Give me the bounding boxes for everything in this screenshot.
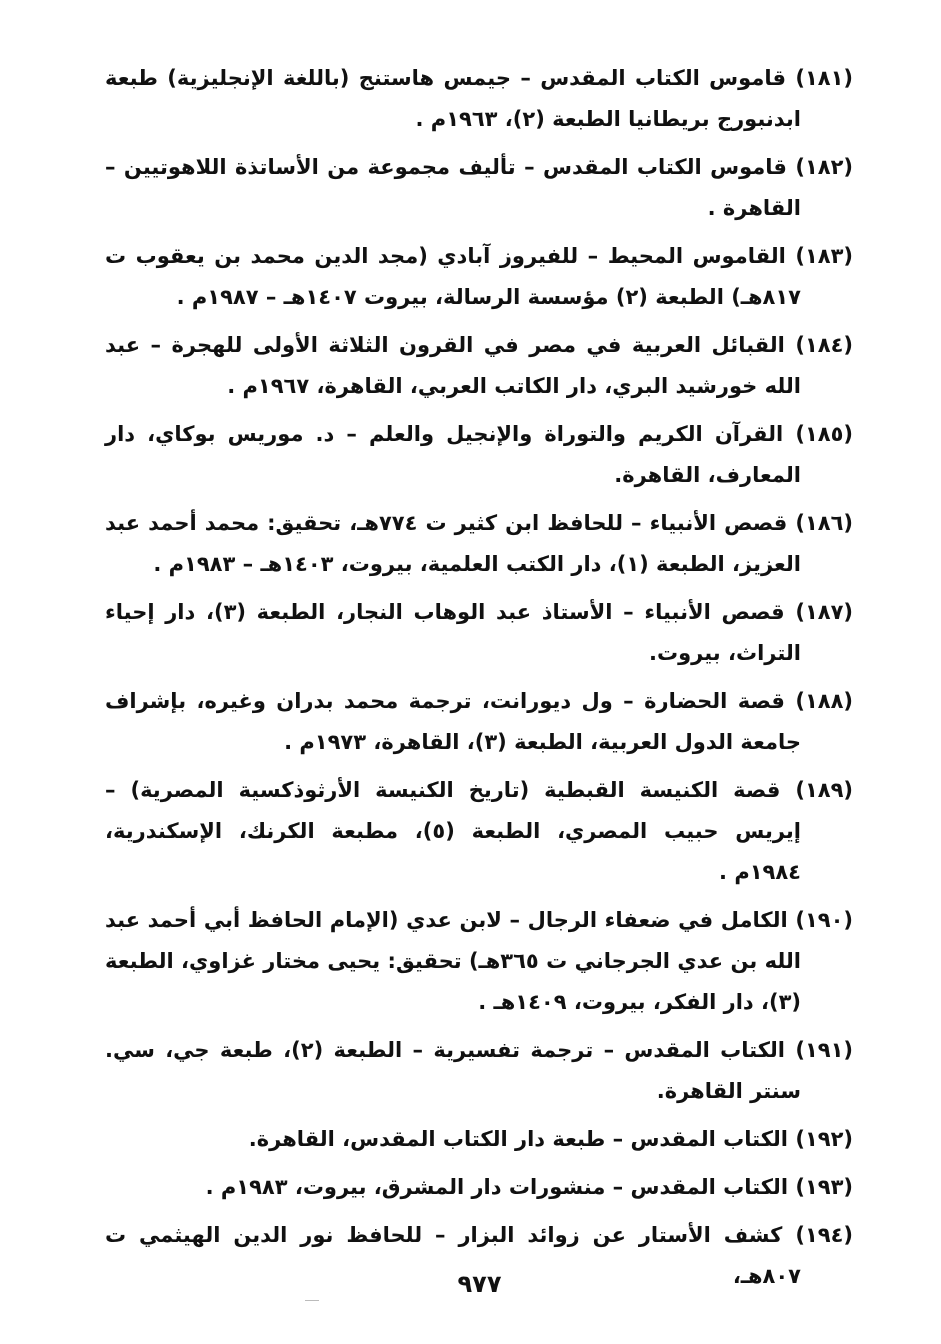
entry-number: (١٨٧) [795, 600, 853, 624]
page-number-text: ٩٧٧ [457, 1270, 502, 1298]
bibliography-entry [105, 58, 853, 140]
bibliography-entry [105, 770, 853, 893]
entry-number: (١٨٥) [795, 422, 853, 446]
bibliography-entry [105, 592, 853, 674]
entry-text: قصص الأنبياء – للحافظ ابن كثير ت ٧٧٤هـ، تحقيق: محمد أحمد عبد العزيز، الطبعة (١)، دار الكتب العلمية، بيروت، ١٤٠٣هـ – ١٩٨٣م . [105, 511, 801, 576]
bibliography-entry [105, 414, 853, 496]
entry-text: كشف الأستار عن زوائد البزار – للحافظ نور الدين الهيثمي ت ٨٠٧هـ، [105, 1223, 801, 1288]
entry-text: قصة الكنيسة القبطية (تاريخ الكنيسة الأرثوذكسية المصرية) – إيريس حبيب المصري، الطبعة (٥)، مطبعة الكرنك، الإسكندرية، ١٩٨٤م . [105, 778, 801, 884]
entry-text: قاموس الكتاب المقدس – جيمس هاستنج (باللغة الإنجليزية) طبعة ابدنبورج بريطانيا الطبعة (٢)، ١٩٦٣م . [105, 66, 801, 131]
entry-number: (١٩١) [795, 1038, 854, 1062]
entry-text: قصة الحضارة – ول ديورانت، ترجمة محمد بدران وغيره، بإشراف جامعة الدول العربية، الطبعة (٣)، القاهرة، ١٩٧٣م . [105, 689, 801, 754]
entry-number: (١٩٤) [795, 1223, 854, 1247]
entry-text: الكامل في ضعفاء الرجال – لابن عدي (الإمام الحافظ أبي أحمد عبد الله بن عدي الجرجاني ت ٣٦٥هـ) تحقيق: يحيى مختار غزاوي، الطبعة (٣)، دار الفكر، بيروت، ١٤٠٩هـ . [105, 908, 801, 1014]
bibliography-entry [105, 1030, 853, 1112]
entry-number: (١٨٣) [795, 244, 853, 268]
entry-text: قصص الأنبياء – الأستاذ عبد الوهاب النجار، الطبعة (٣)، دار إحياء التراث، بيروت. [105, 600, 801, 665]
entry-number: (١٨٢) [795, 155, 854, 179]
bibliography-list [105, 58, 853, 1304]
bibliography-entry [105, 681, 853, 763]
bibliography-entry [105, 503, 853, 585]
bibliography-entry [105, 900, 853, 1023]
entry-text: القبائل العربية في مصر في القرون الثلاثة الأولى للهجرة – عبد الله خورشيد البري، دار الكاتب العربي، القاهرة، ١٩٦٧م . [105, 333, 801, 398]
bibliography-entry [105, 1119, 853, 1160]
bibliography-entry [105, 236, 853, 318]
entry-number: (١٨١) [795, 66, 853, 90]
entry-number: (١٨٨) [795, 689, 854, 713]
bibliography-entry [105, 325, 853, 407]
entry-text: قاموس الكتاب المقدس – تأليف مجموعة من الأساتذة اللاهوتيين – القاهرة . [105, 155, 801, 220]
entry-text: الكتاب المقدس – منشورات دار المشرق، بيروت، ١٩٨٣م . [205, 1175, 789, 1199]
entry-number: (١٩٠) [795, 908, 854, 932]
entry-number: (١٩٣) [795, 1175, 853, 1199]
bibliography-entry [105, 147, 853, 229]
entry-number: (١٩٢) [795, 1127, 853, 1151]
bibliography-entry [105, 1167, 853, 1208]
entry-number: (١٨٤) [795, 333, 853, 357]
scan-artifact-line [305, 1300, 319, 1301]
entry-text: القرآن الكريم والتوراة والإنجيل والعلم – د. موريس بوكاي، دار المعارف، القاهرة. [105, 422, 801, 487]
entry-text: الكتاب المقدس – طبعة دار الكتاب المقدس، القاهرة. [248, 1127, 789, 1151]
entry-number: (١٨٩) [795, 778, 853, 802]
entry-text: القاموس المحيط – للفيروز آبادي (مجد الدين محمد بن يعقوب ت ٨١٧هـ) الطبعة (٢) مؤسسة الرسالة، بيروت ١٤٠٧هـ – ١٩٨٧م . [105, 244, 801, 309]
entry-text: الكتاب المقدس – ترجمة تفسيرية – الطبعة (٢)، طبعة جي، سي. سنتر القاهرة. [105, 1038, 801, 1103]
page-number [0, 1270, 941, 1298]
entry-number: (١٨٦) [795, 511, 853, 535]
